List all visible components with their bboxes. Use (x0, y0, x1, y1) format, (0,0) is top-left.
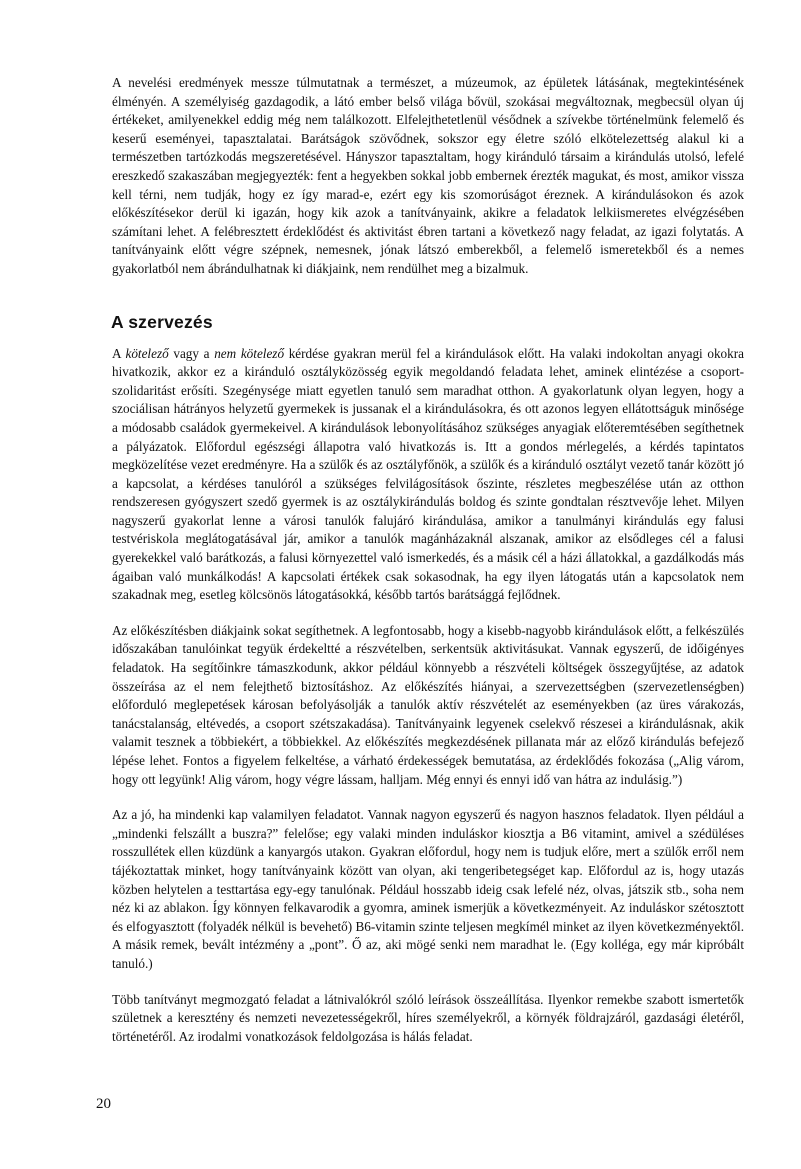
section-heading: A szervezés (111, 311, 213, 332)
section-paragraph-2: Az előkészítésben diákjaink sokat segíthetnek. A legfontosabb, hogy a kisebb-nagyobb kirándulások előtt, a felkészülés időszakában tanulóinkat tegyük érdekeltté a részvételben, serkentsük aktivitásukat. Vannak egyszerű, de időigényes feladatok. Ha segítőinkre támaszkodunk, akkor például könnyebb a részvételi költségek összegyűjtése, az adatok összeírása az el nem felejthető biztosításhoz. Az előkészítés hiányai, a szervezettségben (szervezetlenségben) előforduló meglepetések károsan befolyásolják a tanulók aktív részvételét az eseményekben (az üres várakozás, tanácstalanság, eltévedés, a csoport szétszakadása). Tanítványaink legyenek cselekvő részesei a kirándulásnak, akik valamit tesznek a többiekért, a többiekkel. Az előkészítés megkezdésének pillanata már az előző kirándulás befejező lépése lehet. Fontos a figyelem felkeltése, a várható érdekességek bemutatása, az érdeklődés fokozása („Alig várom, hogy ott legyünk! Alig várom, hogy végre lássam, halljam. Még ennyi és ennyi idő van hátra az indulásig.”) (112, 622, 744, 787)
intro-paragraph: A nevelési eredmények messze túlmutatnak a természet, a múzeumok, az épületek látásának, megtekintésének élményén. A személyiség gazdagodik, a látó ember belső világa bővül, szokásai megváltoznak, megbecsül olyan új értékeket, amilyenekkel eddig még nem találkozott. Elfelejthetetlenül vésődnek a szívekbe történelmünk felemelő és keserű eseményei, tapasztalatai. Barátságok szövődnek, sokszor egy életre szóló elkötelezettség alakul ki a természetben tartózkodás megszeretésével. Hányszor tapasztaltam, hogy kiránduló társaim a kirándulás utolsó, lefelé ereszkedő szakaszában megjegyezték: fent a hegyekben sokkal jobb embernek érezték magukat, és most, amikor vissza kell térni, nem tudják, hogy ez így marad-e, ezért egy kis szomorúságot éreznek. A kirándulásokon és azok előkészítésekor derül ki igazán, hogy kik azok a tanítványaink, akikre a feladatok lelkiismeretes elvégzésében számítani lehet. A felébresztett érdeklődést és aktivitást ébren tartani a következő nagy feladat, az igazi folytatás. A tanítványaink előtt végre szépnek, nemesnek, jónak látszó emberekből, a felemelő ismeretekből és a nemes gyakorlatból nem ábrándulhatnak ki diákjaink, nem rendülhet meg a bizalmuk. (112, 75, 744, 276)
section-p1-pre: A (112, 345, 126, 361)
section-p1-post: kérdése gyakran merül fel a kirándulások előtt. Ha valaki indokoltan anyagi okokra hivatkozik, akkor ez a kiránduló osztályközösség egyik megoldandó feladata lehet, aminek elintézése a csoport-szolidaritást erősíti. Szegénysége miatt egyetlen tanuló sem maradhat otthon. A gyakorlatunk olyan legyen, hogy a szociálisan hátrányos helyzetű gyermekek is jussanak el a kirándulásokra, és ott azonos legyen ellátottságuk minősége a módosabb családok gyermekeivel. A kirándulások lebonyolításához szükséges anyagiak előteremtésében segíthetnek a pályázatok. Előfordul egészségi állapotra való hivatkozás is. Itt a gondos mérlegelés, a kérdés tapintatos megközelítése vezet eredményre. Ha a szülők és az osztályfőnök, a szülők és a kiránduló osztályt vezető tanár között jó a kapcsolat, a kérdéses tanulóról a szükséges felvilágosítások őszinte, részletes megbeszélése után az otthon rendszeresen gyógyszert szedő gyermek is az osztálykirándulás boldog és szinte gondtalan résztvevője lehet. Milyen nagyszerű gyakorlat lenne a városi tanulók falujáró kirándulása, amikor a tanulmányi kirándulás egy falusi testvériskola meglátogatásával jár, amikor a tanulók magánházaknál alszanak, amikor az elsődleges cél a falusi gyerekekkel való barátkozás, a falusi környezettel való ismerkedés, és a másik cél a házi állatokkal, a gazdálkodás más ágaiban való munkálkodás! A kapcsolati értékek csak sokasodnak, ha egy ilyen látogatás után a kapcsolatok nem szakadnak meg, esetleg kölcsönös látogatásokká, később tartós barátsággá fejlődnek. (112, 345, 744, 603)
document-page (112, 74, 744, 1046)
section-paragraph-4: Több tanítványt megmozgató feladat a látnivalókról szóló leírások összeállítása. Ilyenkor remekbe szabott ismertetők születnek a keresztény és nemzeti nevezetességekről, híres személyekről, a környék földrajzáról, gazdasági életéről, történetéről. Az irodalmi vonatkozások feldolgozása is hálás feladat. (112, 991, 744, 1044)
section-p1-mid: vagy a (168, 345, 215, 361)
page-number: 20 (96, 1096, 111, 1112)
section-paragraph-3: Az a jó, ha mindenki kap valamilyen feladatot. Vannak nagyon egyszerű és nagyon hasznos feladatok. Ilyen például a „mindenki felszállt a buszra?” felelőse; egy valaki minden induláskor kiosztja a B6 vitamint, amivel a szédüléses rosszullétek ellen küzdünk a kanyargós utakon. Gyakran előfordul, hogy nem is tudjuk előre, mert a szülők erről nem tájékoztattak minket, hogy tanítványaink között van olyan, aki tengeribetegséget kap. Előfordul az is, hogy utazás közben helytelen a testtartása egy-egy tanulónak. Például hosszabb ideig csak lefelé néz, olvas, játszik stb., soha nem néz ki az ablakon. Így könnyen felkavarodik a gyomra, aminek ismerjük a következményeit. Az induláskor szétosztott és elfogyasztott (folyadék nélkül is bevehető) B6-vitamin szinte teljesen megkímél minket az ilyen következményektől. A másik remek, bevált intézmény a „pont”. Ő az, aki mögé senki nem maradhat le. (Egy kolléga, egy már kipróbált tanuló.) (112, 807, 744, 971)
section-paragraph-1 (112, 345, 744, 605)
section-p1-emphasis-2: nem kötelező (214, 345, 285, 361)
section-p1-emphasis-1: kötelező (125, 345, 169, 361)
